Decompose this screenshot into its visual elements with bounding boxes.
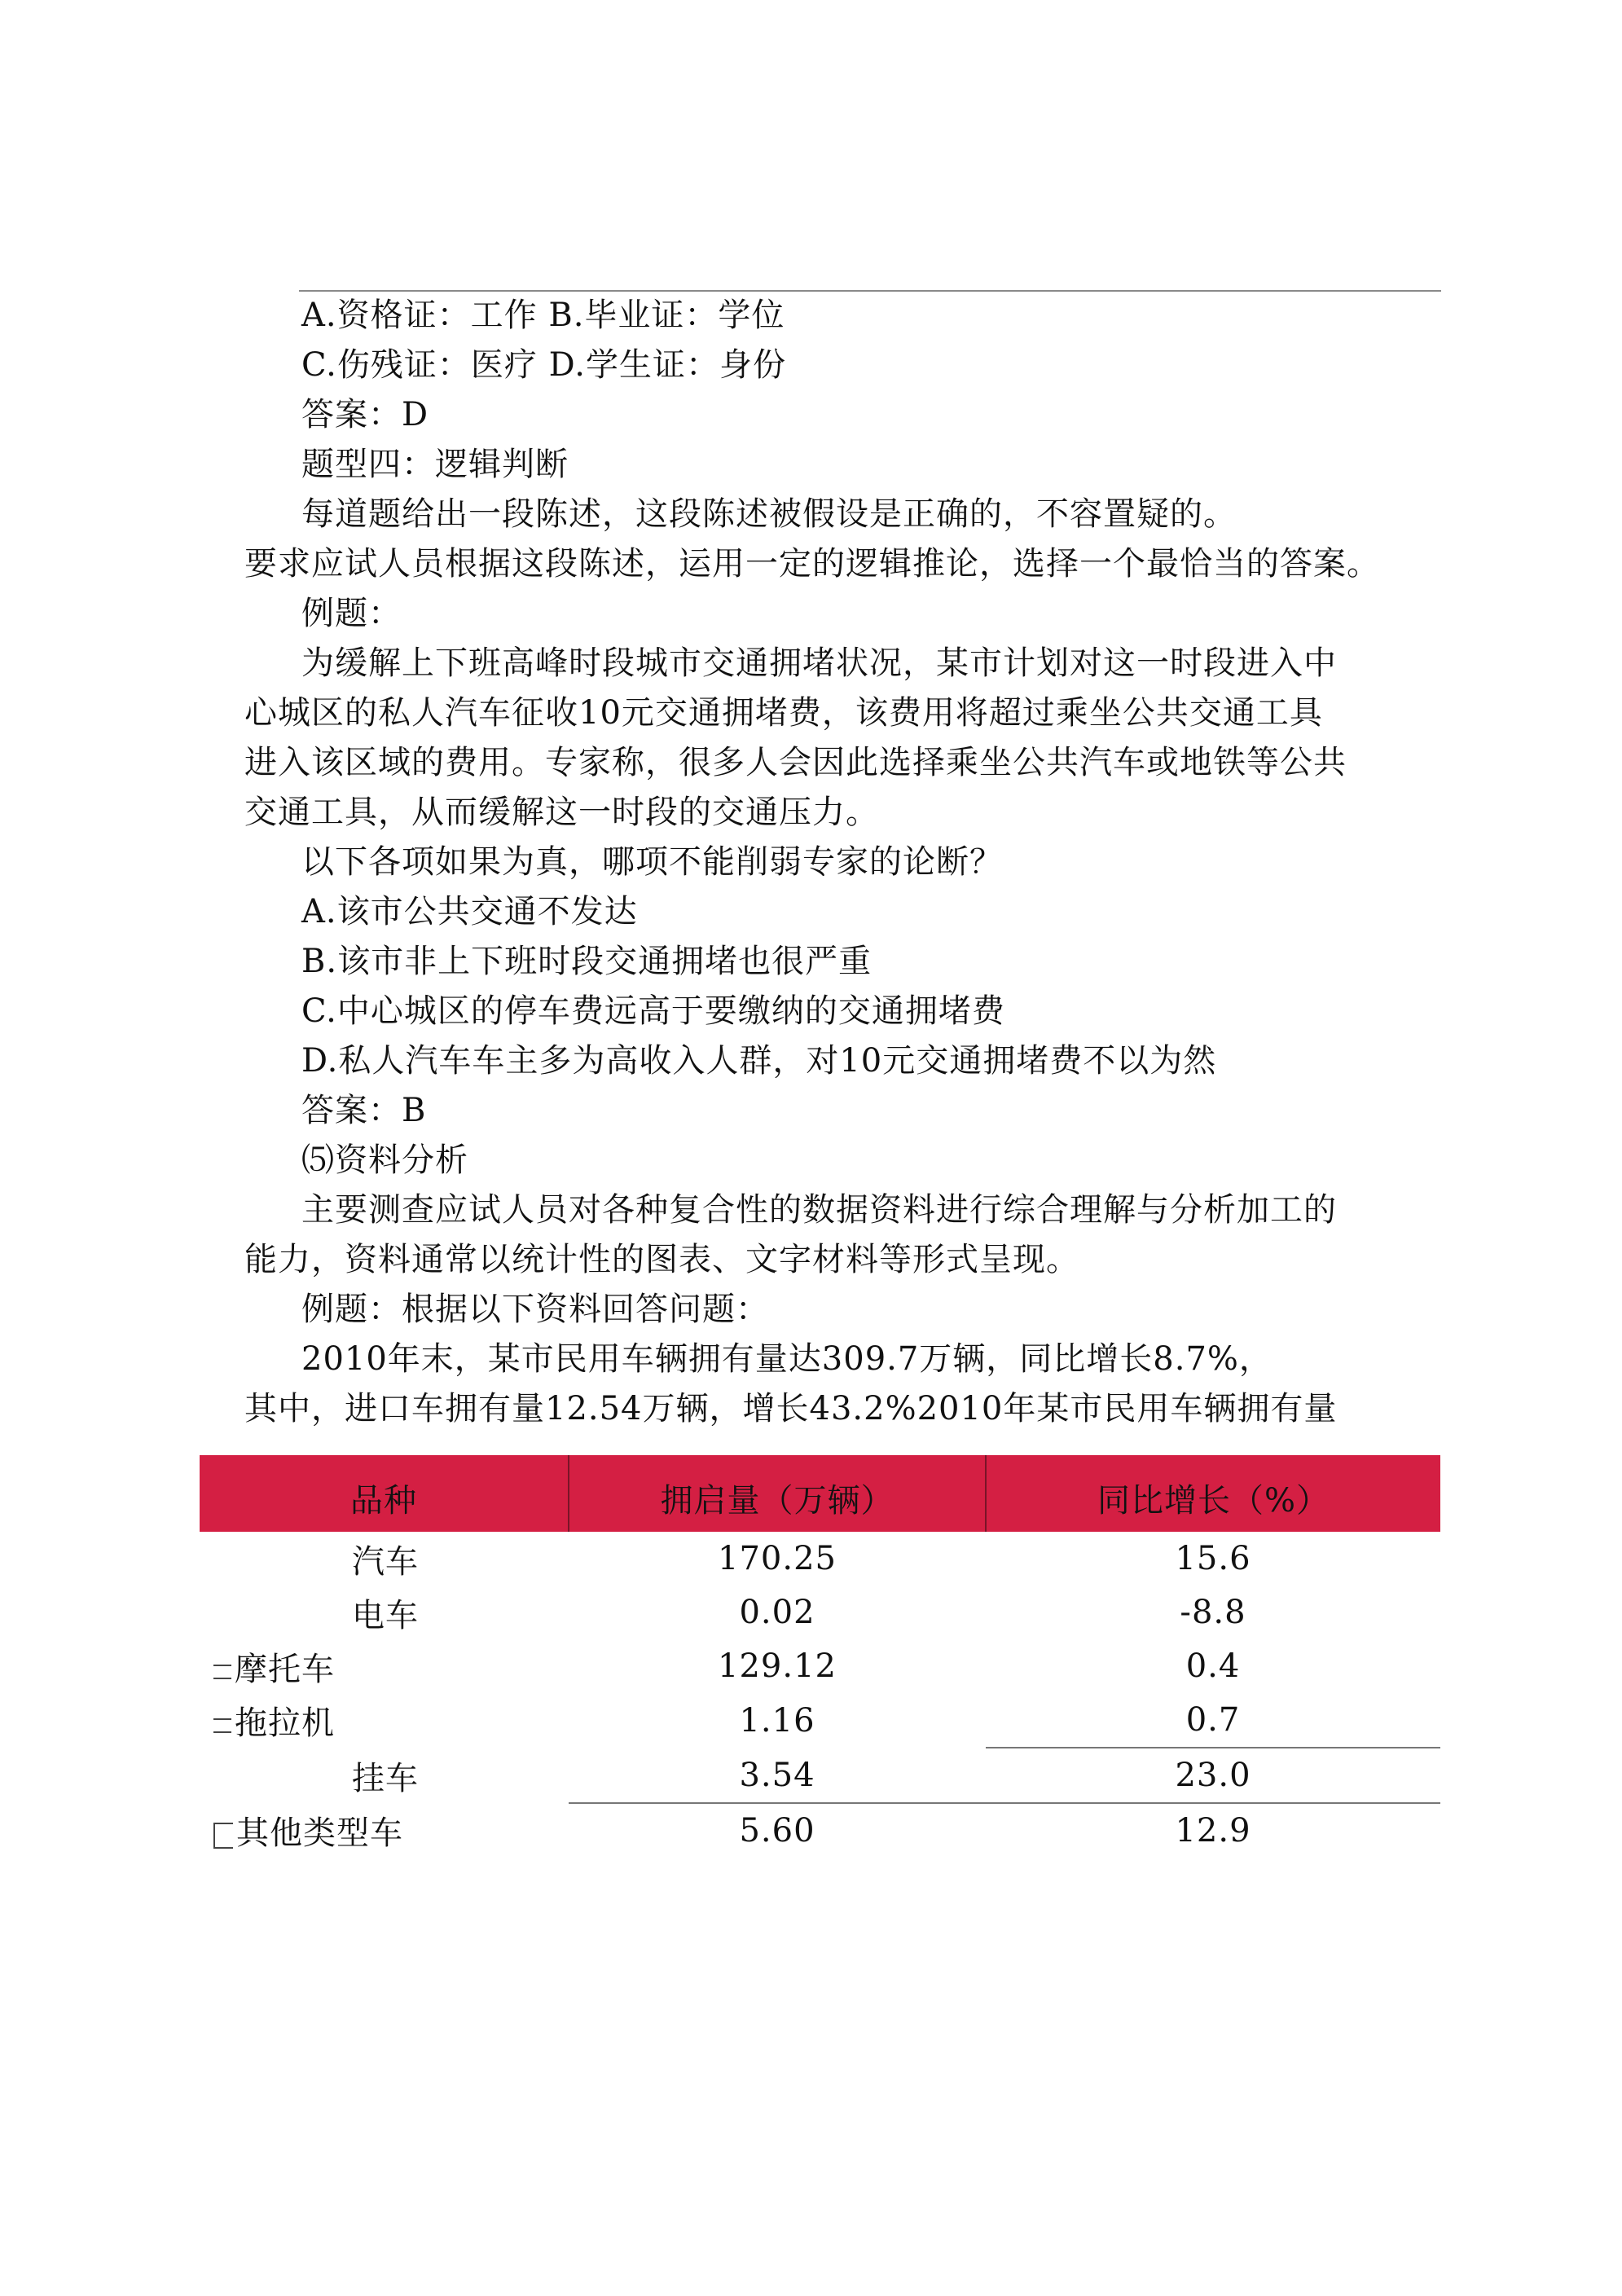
- paragraph-line: 每道题给出一段陈述，这段陈述被假设是正确的，不容置疑的。: [301, 495, 1237, 533]
- row-growth: -8.8: [1180, 1594, 1246, 1631]
- paragraph-line: 交通工具，从而缓解这一时段的交通压力。: [244, 794, 879, 831]
- section-heading-data-analysis: ⑸资料分析: [301, 1141, 468, 1179]
- vehicle-stats-table: [200, 1455, 1440, 1858]
- table-row: [200, 1803, 1440, 1858]
- row-amount: 170.25: [718, 1540, 837, 1577]
- row-name-cell: [200, 1639, 569, 1693]
- table-row: [200, 1639, 1440, 1693]
- option-c: C.中心城区的停车费远高于要缴纳的交通拥堵费: [301, 992, 1005, 1030]
- row-growth: 23.0: [1175, 1757, 1251, 1794]
- answer-line: 答案：B: [301, 1092, 427, 1129]
- row-name: 其他类型车: [236, 1814, 403, 1852]
- option-d: D.私人汽车车主多为高收入人群，对10元交通拥堵费不以为然: [301, 1042, 1217, 1080]
- header-growth: 同比增长（%）: [986, 1455, 1440, 1532]
- option-a: A.该市公共交通不发达: [301, 893, 638, 930]
- section-heading-logic: 题型四：逻辑判断: [301, 446, 569, 483]
- example-label: 例题：根据以下资料回答问题：: [301, 1291, 769, 1328]
- row-amount: 0.02: [739, 1594, 815, 1631]
- option-line-cd: C.伤残证：医疗 D.学生证：身份: [301, 346, 786, 384]
- row-name: 挂车: [352, 1759, 419, 1797]
- option-b: B.该市非上下班时段交通拥堵也很严重: [301, 943, 873, 980]
- table-row: [200, 1693, 1440, 1748]
- bracket-mark-icon: [213, 1665, 231, 1679]
- row-growth: 0.7: [986, 1693, 1440, 1748]
- paragraph-line: 要求应试人员根据这段陈述，运用一定的逻辑推论，选择一个最恰当的答案。: [244, 545, 1380, 583]
- paragraph-line: 进入该区域的费用。专家称，很多人会因此选择乘坐公共汽车或地铁等公共: [244, 744, 1347, 781]
- row-growth: 0.4: [1185, 1647, 1241, 1685]
- answer-line: 答案：D: [301, 396, 429, 433]
- header-type: 品种: [200, 1455, 569, 1532]
- row-amount: 5.60: [569, 1803, 986, 1858]
- row-name-cell: [200, 1803, 569, 1858]
- paragraph-line: 为缓解上下班高峰时段城市交通拥堵状况，某市计划对这一时段进入中: [301, 644, 1337, 682]
- row-name: 电车: [352, 1596, 419, 1634]
- paragraph-line: 2010年末，某市民用车辆拥有量达309.7万辆，同比增长8.7%，: [301, 1340, 1273, 1378]
- bracket-mark-icon: [213, 1823, 233, 1849]
- option-line-ab: A.资格证：工作 B.毕业证：学位: [301, 297, 785, 334]
- header-amount: 拥启量（万辆）: [569, 1455, 986, 1532]
- bracket-mark-icon: [213, 1718, 231, 1733]
- row-growth: 15.6: [1175, 1540, 1251, 1577]
- row-amount: 129.12: [718, 1647, 837, 1685]
- table-row: [200, 1586, 1440, 1639]
- table-header-row: [200, 1455, 1440, 1532]
- row-amount: 1.16: [739, 1701, 815, 1740]
- paragraph-line: 能力，资料通常以统计性的图表、文字材料等形式呈现。: [244, 1241, 1079, 1278]
- example-label: 例题：: [301, 595, 402, 632]
- table-row: [200, 1532, 1440, 1586]
- paragraph-line: 心城区的私人汽车征收10元交通拥堵费，该费用将超过乘坐公共交通工具: [244, 694, 1323, 732]
- header-rule: [299, 290, 1441, 292]
- row-growth: 12.9: [986, 1803, 1440, 1858]
- paragraph-line: 主要测查应试人员对各种复合性的数据资料进行综合理解与分析加工的: [301, 1191, 1337, 1229]
- row-name: 摩托车: [235, 1650, 335, 1688]
- row-amount: 3.54: [739, 1756, 815, 1794]
- row-name: 汽车: [352, 1542, 419, 1581]
- row-name: 拖拉机: [235, 1704, 335, 1742]
- question-line: 以下各项如果为真，哪项不能削弱专家的论断？: [301, 843, 1003, 881]
- table-row: [200, 1748, 1440, 1803]
- row-name-cell: [200, 1693, 569, 1748]
- paragraph-line: 其中，进口车拥有量12.54万辆，增长43.2%2010年某市民用车辆拥有量: [244, 1390, 1338, 1427]
